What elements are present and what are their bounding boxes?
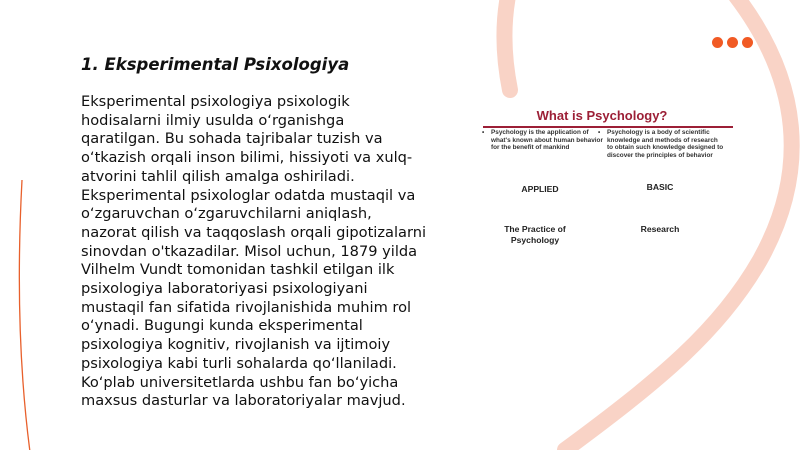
circle-dot-icon (727, 37, 738, 48)
bullet-icon: • (482, 129, 485, 136)
figure-bullet-applied (482, 129, 609, 152)
figure-label-practice: The Practice of Psychology (504, 224, 566, 245)
psychology-figure (477, 104, 737, 264)
figure-bullet-basic-text: Psychology is a body of scientific knowledge and methods of research to obtain such knowledge designed to discover the principles of behavior (607, 129, 724, 159)
slide-title: 1. Eksperimental Psixologiya (81, 55, 350, 74)
left-arc-line (19, 180, 30, 450)
figure-label-applied: APPLIED (521, 184, 559, 194)
circle-dot-icon (742, 37, 753, 48)
decorative-dots (712, 37, 753, 48)
bullet-icon: • (598, 129, 601, 136)
figure-label-research: Research (640, 224, 680, 234)
figure-title: What is Psychology? (536, 108, 668, 123)
circle-dot-icon (712, 37, 723, 48)
figure-bullet-applied-text: Psychology is the application of what's known about human behavior for the benefit of mankind (491, 129, 603, 152)
figure-bullet-basic (598, 129, 725, 159)
top-right-arc (504, 0, 510, 90)
figure-label-basic: BASIC (646, 182, 674, 192)
slide-body-text: Eksperimental psixologiya psixologik hodisalarni ilmiy usulda o‘rganishga qaratilgan. Bu sohada tajribalar tuzish va o‘tkazish orqali inson bilimi, hissiyoti va xulq-atvorini tahlil qilish amalga oshiriladi. Eksperimental psixologlar odatda mustaqil va o‘zgaruvchan o‘zgaruvchilarni aniqlash, nazorat qilish va taqqoslash orqali gipotizalarni sinovdan o'tkazadilar. Misol uchun, 1879 yilda Vilhelm Vundt tomonidan tashkil etilgan ilk psixologiya laboratoriyasi psixologiyani mustaqil fan sifatida rivojlanishida muhim rol o‘ynadi. Bugungi kunda eksperimental psixologiya kognitiv, rivojlanish va ijtimoiy psixologiya kabi turli sohalarda qo‘llaniladi. Ko‘plab universitetlarda ushbu fan bo‘yicha maxsus dasturlar va laboratoriyalar mavjud. (81, 93, 426, 410)
figure-title-rule (483, 126, 733, 128)
